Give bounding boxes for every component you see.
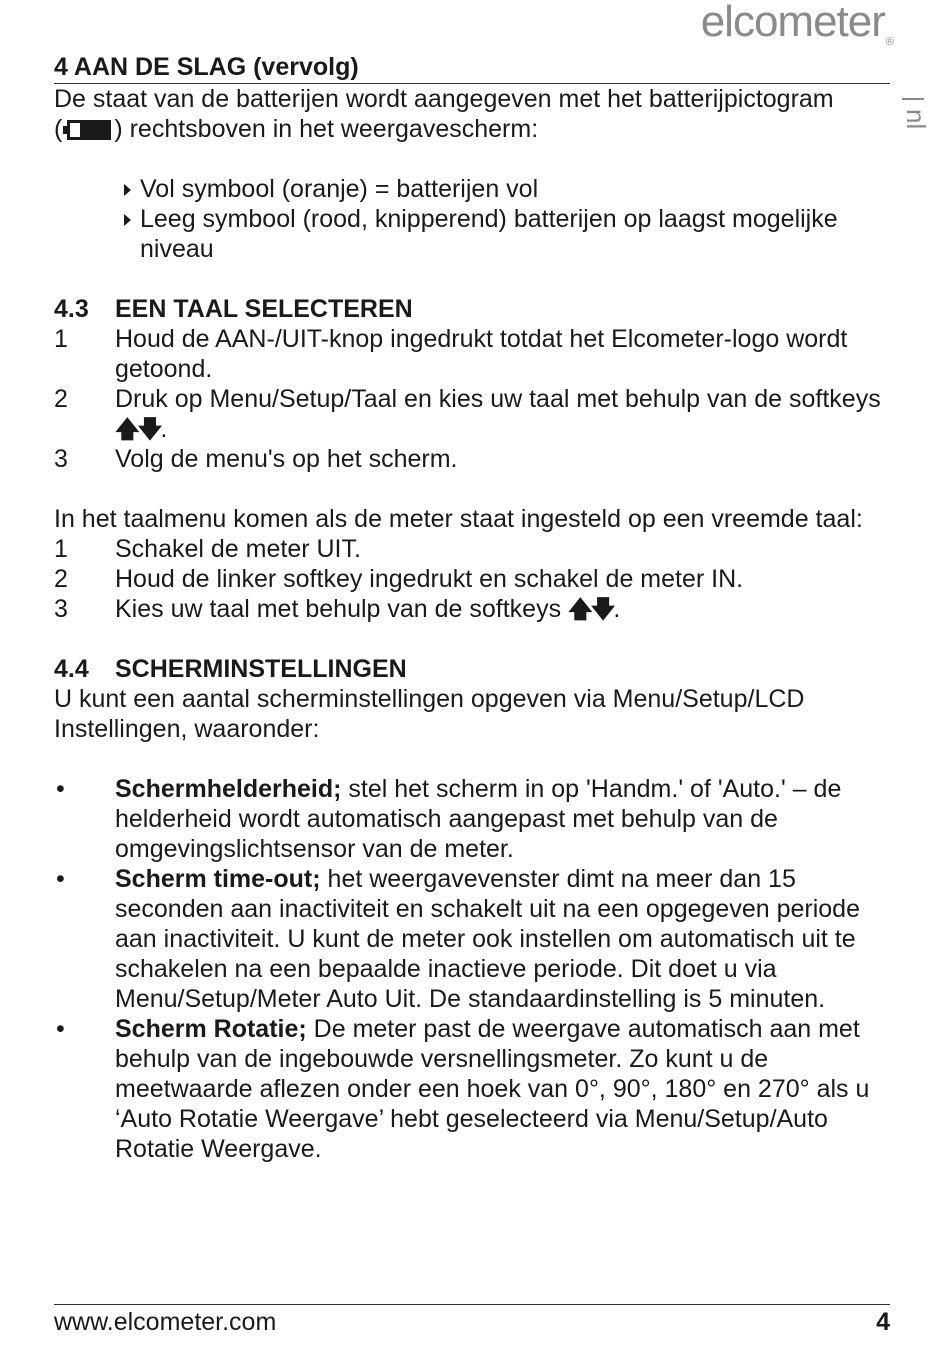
triangle-bullet-icon (124, 214, 131, 226)
section-heading-4-3: 4.3 EEN TAAL SELECTEREN (54, 295, 413, 323)
display-settings-list (54, 774, 890, 1164)
footer-url: www.elcometer.com (54, 1308, 277, 1336)
list-item: Leeg symbool (rood, knipperend) batterijen op laagst mogelijke niveau (54, 204, 890, 264)
bullet-icon: • (56, 865, 65, 893)
logo-text: elcometer (700, 0, 885, 46)
list-item: • Scherm Rotatie; De meter past de weergave automatisch aan met behulp van de ingebouwde versnellingsmeter. Zo kunt u de meetwaarde aflezen onder een hoek van 0°, 90°, 180° en 270° als u ‘Auto Rotatie Weergave’ hebt geselecteerd via Menu/Setup/Auto Rotatie Weergave. (56, 1015, 870, 1163)
list-item: 3 Kies uw taal met behulp van de softkeys 🡅🡇. (54, 595, 621, 623)
battery-intro: De staat van de batterijen wordt aangegeven met het batterijpictogram ( ) rechtsboven in het weergavescherm: (54, 85, 834, 143)
display-settings-intro: U kunt een aantal scherminstellingen opgeven via Menu/Setup/LCD Instellingen, waaronder: (54, 685, 805, 743)
language-tab: nl (901, 109, 931, 130)
battery-icon (63, 120, 113, 140)
section-title: 4 AAN DE SLAG (vervolg) (54, 52, 890, 84)
bullet-icon: • (56, 1015, 65, 1043)
logo-registered-mark: ® (885, 36, 893, 48)
section-heading-4-4: 4.4 SCHERMINSTELLINGEN (54, 655, 407, 683)
up-down-arrows-icon: 🡅🡇 (115, 415, 161, 443)
language-steps (54, 324, 890, 474)
up-down-arrows-icon: 🡅🡇 (568, 595, 614, 623)
list-item: • Schermhelderheid; stel het scherm in op 'Handm.' of 'Auto.' – de helderheid wordt automatisch aangepast met behulp van de omgevingslichtsensor van de meter. (56, 775, 842, 863)
page-number: 4 (876, 1308, 890, 1336)
page-content (54, 52, 890, 1164)
list-item: 2 Druk op Menu/Setup/Taal en kies uw taal met behulp van de softkeys 🡅🡇. (54, 385, 881, 443)
language-tab-divider (902, 98, 924, 100)
list-item: Vol symbool (oranje) = batterijen vol (54, 174, 890, 204)
list-item: 3 Volg de menu's op het scherm. (54, 445, 458, 473)
battery-status-list (54, 174, 890, 264)
list-item: 1 Schakel de meter UIT. (54, 535, 361, 563)
foreign-language-intro: In het taalmenu komen als de meter staat ingesteld op een vreemde taal: (54, 505, 863, 533)
bullet-icon: • (56, 775, 65, 803)
page-footer (54, 1304, 890, 1336)
list-item: • Scherm time-out; het weergavevenster dimt na meer dan 15 seconden aan inactiviteit en schakelt uit na een opgegeven periode aan inactiviteit. U kunt de meter ook instellen om automatisch uit te schakelen na een bepaalde inactieve periode. Dit doet u via Menu/Setup/Meter Auto Uit. De standaardinstelling is 5 minuten. (56, 865, 860, 1013)
list-item: 1 Houd de AAN-/UIT-knop ingedrukt totdat het Elcometer-logo wordt getoond. (54, 325, 848, 383)
elcometer-logo (700, 0, 893, 48)
foreign-language-steps (54, 534, 890, 624)
triangle-bullet-icon (124, 184, 131, 196)
list-item: 2 Houd de linker softkey ingedrukt en schakel de meter IN. (54, 565, 744, 593)
